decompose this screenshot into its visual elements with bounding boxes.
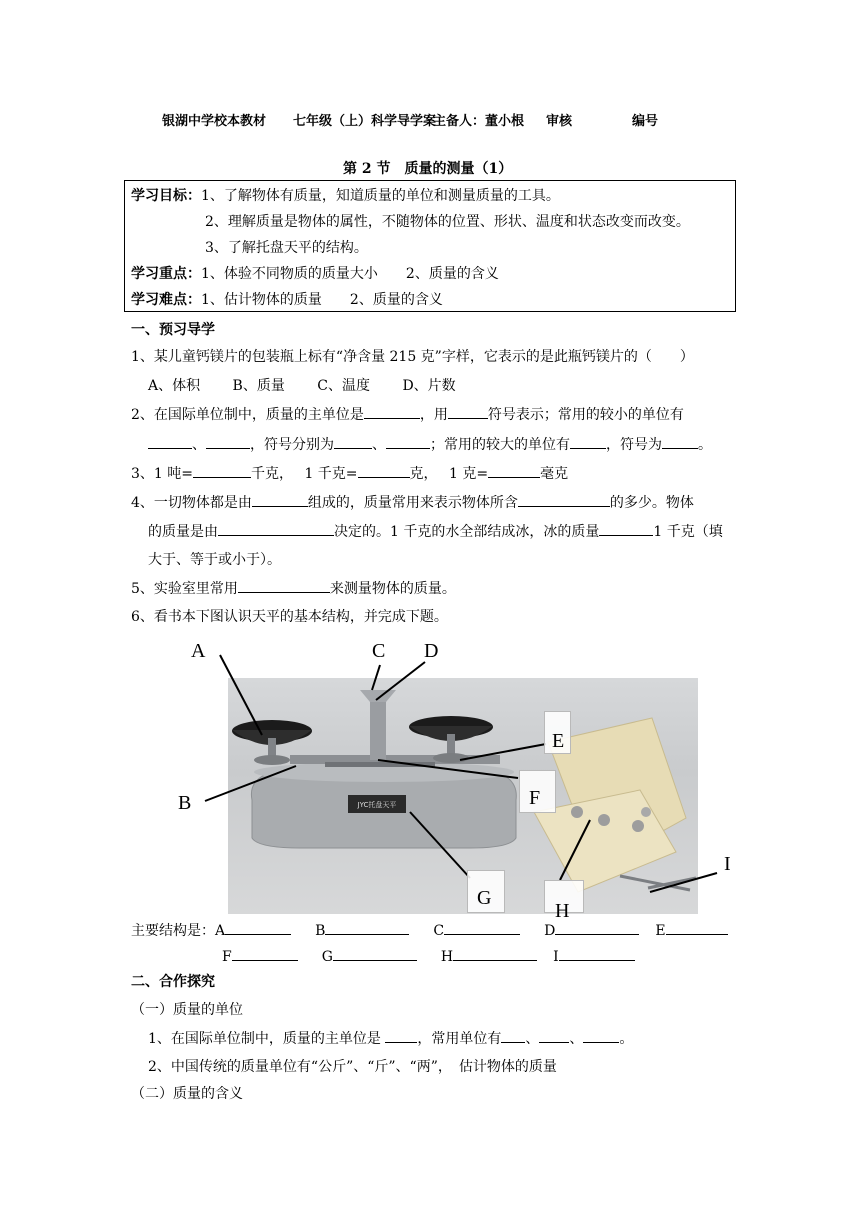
section2-sub1: （一）质量的单位 bbox=[131, 1002, 243, 1018]
q2-text-c: 符号表示；常用的较小的单位有 bbox=[487, 407, 684, 423]
blank[interactable] bbox=[333, 946, 417, 961]
blank[interactable] bbox=[325, 920, 409, 935]
blank[interactable] bbox=[666, 920, 728, 935]
goal-1: 1、了解物体有质量，知道质量的单位和测量质量的工具。 bbox=[201, 188, 560, 204]
q5-text-b: 来测量物体的质量。 bbox=[329, 581, 456, 597]
structure-prefix: 主要结构是： bbox=[131, 923, 215, 939]
figure-label-i: I bbox=[724, 853, 731, 875]
q4-text-b: 组成的，质量常用来表示物体所含 bbox=[307, 495, 518, 511]
structure-item-b: B bbox=[315, 923, 326, 939]
q2-text-d: 、 bbox=[192, 437, 206, 453]
q2-text-a: 2、在国际单位制中，质量的主单位是 bbox=[131, 407, 364, 423]
key-text: 1、体验不同物质的质量大小 2、质量的含义 bbox=[201, 266, 499, 282]
header-number: 编号 bbox=[632, 114, 659, 129]
s1-text-d: 、 bbox=[569, 1031, 584, 1047]
difficulty-label: 学习难点： bbox=[131, 292, 201, 308]
question-4-line3: 大于、等于或小于）。 bbox=[148, 552, 281, 568]
structure-item-d: D bbox=[544, 923, 556, 939]
header-grade: 七年级（上）科学导学案 bbox=[293, 114, 437, 129]
question-1-options: A、体积 B、质量 C、温度 D、片数 bbox=[148, 378, 456, 394]
figure-label-h: H bbox=[555, 900, 570, 922]
structure-item-a: A bbox=[215, 923, 226, 939]
s1-text-e: 。 bbox=[619, 1031, 634, 1047]
figure-label-f: F bbox=[529, 787, 541, 809]
blank[interactable] bbox=[539, 1028, 569, 1043]
q4-text-c: 的多少。物体 bbox=[609, 495, 694, 511]
q4-text-d: 的质量是由 bbox=[148, 524, 218, 540]
structure-item-i: I bbox=[553, 949, 559, 965]
structure-item-c: C bbox=[433, 923, 445, 939]
page-title: 第 2 节 质量的测量（1） bbox=[343, 161, 513, 177]
q2-text-e: ，符号分别为 bbox=[250, 437, 334, 453]
q4-text-e: 决定的。1 千克的水全部结成冰，冰的质量 bbox=[334, 524, 600, 540]
s1-text-a: 1、在国际单位制中，质量的主单位是 bbox=[148, 1031, 381, 1047]
structure-item-h: H bbox=[440, 949, 454, 965]
structure-item-e: E bbox=[655, 923, 666, 939]
structure-row-1 bbox=[131, 920, 728, 941]
blank[interactable] bbox=[453, 946, 537, 961]
blank[interactable] bbox=[555, 920, 639, 935]
figure-label-a: A bbox=[191, 640, 206, 662]
section2-sub2: （二）质量的含义 bbox=[131, 1086, 243, 1102]
q2-text-h: ，符号为 bbox=[606, 437, 662, 453]
structure-item-g: G bbox=[321, 949, 333, 965]
figure-label-b: B bbox=[178, 792, 192, 814]
section2-item-2: 2、中国传统的质量单位有“公斤”、“斤”、“两”， 估计物体的质量 bbox=[148, 1059, 557, 1075]
figure-label-c: C bbox=[372, 640, 386, 662]
blank[interactable] bbox=[232, 946, 298, 961]
q5-text-a: 5、实验室里常用 bbox=[131, 581, 238, 597]
section1-heading: 一、预习导学 bbox=[131, 322, 215, 338]
blank[interactable] bbox=[559, 946, 635, 961]
structure-item-f: F bbox=[222, 949, 232, 965]
q2-text-i: 。 bbox=[698, 437, 712, 453]
section2-heading: 二、合作探究 bbox=[131, 974, 215, 990]
s1-text-b: ，常用单位有 bbox=[417, 1031, 502, 1047]
q4-text-a: 4、一切物体都是由 bbox=[131, 495, 252, 511]
blank[interactable] bbox=[444, 920, 520, 935]
blank[interactable] bbox=[225, 920, 291, 935]
q4-text-f: 1 千克（填 bbox=[653, 524, 723, 540]
header-author: 主备人：董小根 bbox=[433, 114, 525, 129]
blank[interactable] bbox=[501, 1028, 525, 1043]
q2-text-g: ；常用的较大的单位有 bbox=[430, 437, 570, 453]
figure-label-d: D bbox=[424, 640, 439, 662]
header-school: 银湖中学校本教材 bbox=[162, 114, 267, 129]
blank[interactable] bbox=[385, 1028, 417, 1043]
key-label: 学习重点： bbox=[131, 266, 201, 282]
figure-label-g: G bbox=[477, 887, 492, 909]
question-6: 6、看书本下图认识天平的基本结构，并完成下题。 bbox=[131, 609, 448, 625]
figure-label-e: E bbox=[552, 730, 565, 752]
q3-text-d: 毫克 bbox=[540, 466, 569, 482]
blank[interactable] bbox=[583, 1028, 619, 1043]
q3-text-b: 千克， 1 千克= bbox=[251, 466, 358, 482]
question-1: 1、某儿童钙镁片的包装瓶上标有“净含量 215 克”字样，它表示的是此瓶钙镁片的（ ） bbox=[131, 349, 694, 365]
q2-text-b: ，用 bbox=[419, 407, 448, 423]
q2-text-f: 、 bbox=[372, 437, 386, 453]
goal-2: 2、理解质量是物体的属性，不随物体的位置、形状、温度和状态改变而改变。 bbox=[205, 214, 690, 230]
q3-text-a: 3、1 吨= bbox=[131, 466, 193, 482]
goal-label: 学习目标： bbox=[131, 188, 201, 204]
plate-text: JYC托盘天平 bbox=[357, 801, 397, 809]
goal-3: 3、了解托盘天平的结构。 bbox=[205, 240, 368, 256]
section2-item-1 bbox=[148, 1028, 633, 1049]
q3-text-c: 克， 1 克= bbox=[409, 466, 489, 482]
s1-text-c: 、 bbox=[525, 1031, 540, 1047]
difficulty-text: 1、估计物体的质量 2、质量的含义 bbox=[201, 292, 443, 308]
header-review: 审核 bbox=[546, 114, 573, 129]
structure-row-2 bbox=[222, 946, 635, 967]
